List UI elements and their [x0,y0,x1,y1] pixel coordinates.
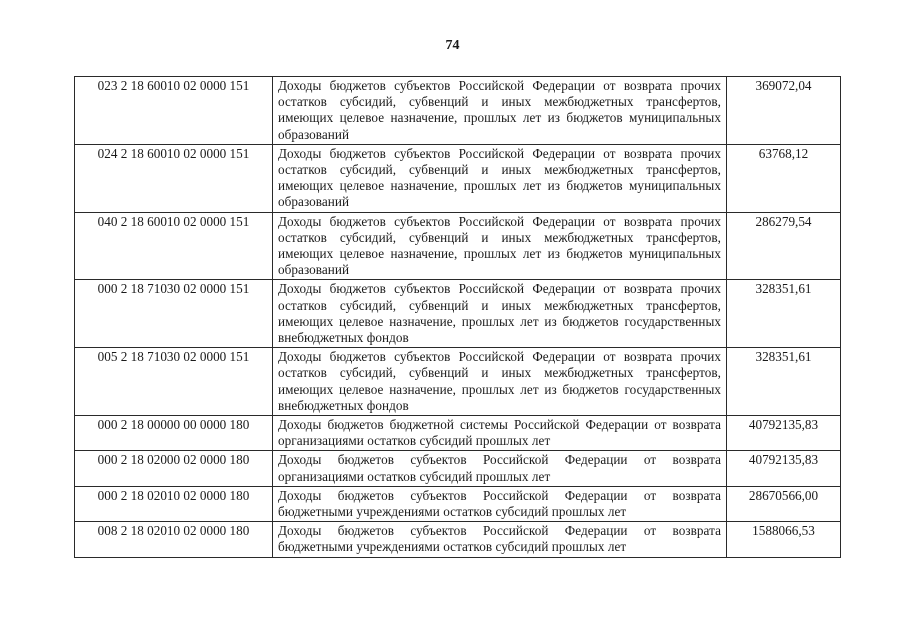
table-row [75,348,841,416]
table-row [75,212,841,280]
amount: 286279,54 [727,212,841,280]
table-row [75,416,841,451]
revenue-description: Доходы бюджетов субъектов Российской Федерации от возврата бюджетными учреждениями остатков субсидий прошлых лет [273,522,727,557]
amount: 63768,12 [727,144,841,212]
revenue-description: Доходы бюджетов субъектов Российской Федерации от возврата прочих остатков субсидий, субвенций и иных межбюджетных трансфертов, имеющих целевое назначение, прошлых лет из бюджетов муниципальных образований [273,77,727,145]
table-row [75,451,841,486]
amount: 328351,61 [727,280,841,348]
amount: 328351,61 [727,348,841,416]
table-row [75,77,841,145]
revenue-table [74,76,841,558]
budget-code: 000 2 18 02000 02 0000 180 [75,451,273,486]
budget-code: 000 2 18 00000 00 0000 180 [75,416,273,451]
budget-code: 005 2 18 71030 02 0000 151 [75,348,273,416]
amount: 1588066,53 [727,522,841,557]
revenue-description: Доходы бюджетов субъектов Российской Федерации от возврата организациями остатков субсидий прошлых лет [273,451,727,486]
budget-code: 024 2 18 60010 02 0000 151 [75,144,273,212]
page-number: 74 [445,38,460,53]
revenue-description: Доходы бюджетов субъектов Российской Федерации от возврата прочих остатков субсидий, субвенций и иных межбюджетных трансфертов, имеющих целевое назначение, прошлых лет из бюджетов муниципальных образований [273,212,727,280]
revenue-description: Доходы бюджетов бюджетной системы Российской Федерации от возврата организациями остатков субсидий прошлых лет [273,416,727,451]
revenue-description: Доходы бюджетов субъектов Российской Федерации от возврата прочих остатков субсидий, субвенций и иных межбюджетных трансфертов, имеющих целевое назначение, прошлых лет из бюджетов государственных внебюджетных фондов [273,348,727,416]
amount: 40792135,83 [727,416,841,451]
revenue-description: Доходы бюджетов субъектов Российской Федерации от возврата прочих остатков субсидий, субвенций и иных межбюджетных трансфертов, имеющих целевое назначение, прошлых лет из бюджетов государственных внебюджетных фондов [273,280,727,348]
budget-code: 040 2 18 60010 02 0000 151 [75,212,273,280]
amount: 369072,04 [727,77,841,145]
budget-code: 000 2 18 71030 02 0000 151 [75,280,273,348]
revenue-description: Доходы бюджетов субъектов Российской Федерации от возврата бюджетными учреждениями остатков субсидий прошлых лет [273,486,727,521]
table-row [75,144,841,212]
budget-code: 008 2 18 02010 02 0000 180 [75,522,273,557]
budget-code: 000 2 18 02010 02 0000 180 [75,486,273,521]
table-row [75,522,841,557]
table-row [75,486,841,521]
amount: 28670566,00 [727,486,841,521]
budget-code: 023 2 18 60010 02 0000 151 [75,77,273,145]
revenue-description: Доходы бюджетов субъектов Российской Федерации от возврата прочих остатков субсидий, субвенций и иных межбюджетных трансфертов, имеющих целевое назначение, прошлых лет из бюджетов муниципальных образований [273,144,727,212]
table-row [75,280,841,348]
amount: 40792135,83 [727,451,841,486]
